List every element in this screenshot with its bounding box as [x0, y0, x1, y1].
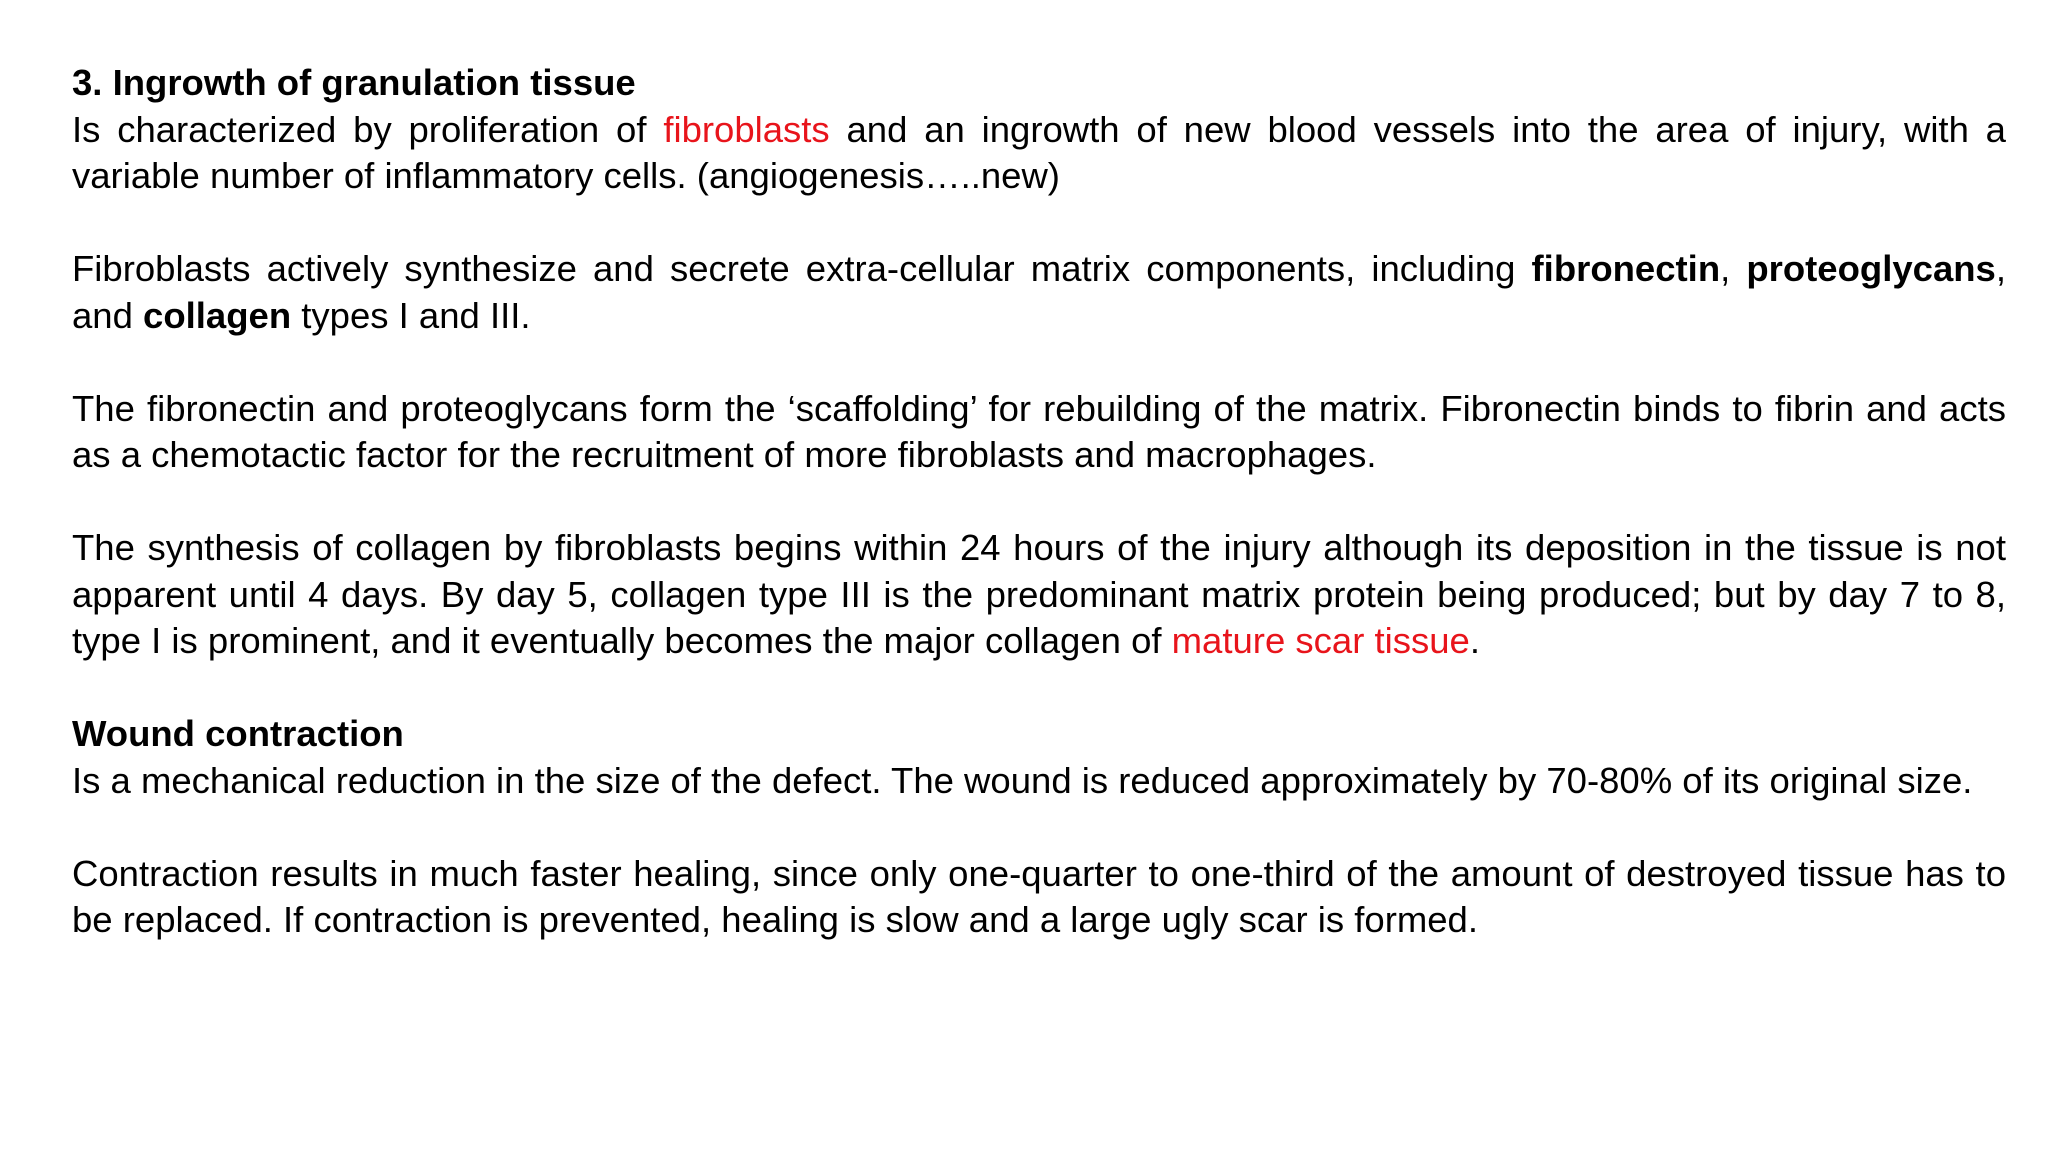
spacer: [72, 479, 2006, 526]
spacer: [72, 200, 2006, 247]
text-run: .: [1469, 620, 1480, 661]
spacer: [72, 339, 2006, 386]
text-run: Is characterized by proliferation of: [72, 108, 664, 150]
text-run: Fibroblasts actively synthesize and secrete extra-cellular matrix components, including: [72, 248, 1532, 289]
paragraph-contraction-definition: Is a mechanical reduction in the size of the defect. The wound is reduced approximately by 70-80% of its original size.: [72, 759, 1973, 801]
text-run: ,: [1720, 248, 1747, 289]
paragraph-granulation-intro: [72, 107, 2006, 200]
text-run: types I and III.: [291, 294, 531, 336]
paragraph-scaffolding: The fibronectin and proteoglycans form the ‘scaffolding’ for rebuilding of the matrix. Fibronectin binds to fibrin and acts as a chemotactic factor for the recruitment of more fibroblasts and macrophages.: [72, 387, 2006, 475]
text-run: The synthesis of collagen by fibroblasts begins within 24 hours of the injury although its deposition in the tissue is not apparent until 4 days. By day 5, collagen type III is the predominant matrix protein being produced; but by day 7 to 8, type I is prominent, and it eventually becomes the major collagen of: [72, 527, 2006, 661]
slide-content: [72, 60, 2006, 944]
section-heading-wound-contraction: Wound contraction: [72, 713, 404, 754]
highlight-fibroblasts: fibroblasts: [663, 108, 830, 150]
text-run: , and: [72, 248, 2006, 336]
spacer: [72, 804, 2006, 851]
paragraph-fibroblast-synthesis: [72, 246, 2006, 339]
term-fibronectin: fibronectin: [1531, 248, 1721, 289]
section-heading-granulation: 3. Ingrowth of granulation tissue: [72, 62, 636, 103]
term-collagen: collagen: [143, 294, 292, 336]
paragraph-collagen-synthesis: [72, 525, 2006, 665]
paragraph-contraction-healing: Contraction results in much faster healing, since only one-quarter to one-third of the amount of destroyed tissue has to be replaced. If contraction is prevented, healing is slow and a large ugly scar is formed.: [72, 852, 2006, 940]
text-run: and an ingrowth of new blood vessels into the area of injury, with a variable number of inflammatory cells. (angiogenesis…..new): [72, 108, 2006, 196]
spacer: [72, 665, 2006, 712]
term-proteoglycans: proteoglycans: [1746, 248, 1996, 289]
highlight-mature-scar-tissue: mature scar tissue: [1171, 620, 1470, 661]
